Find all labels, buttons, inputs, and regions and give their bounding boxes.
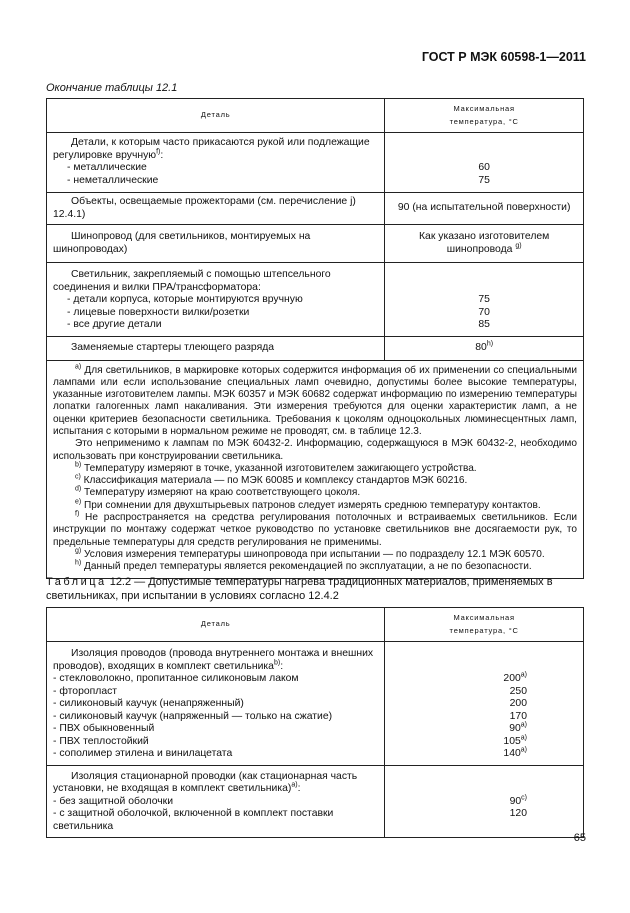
row-text: Заменяемые стартеры тлеющего разряда — [47, 336, 385, 360]
footnote: $^{f)}$ Не распространяется на средства регулирования потолочных и встраиваемых светильников. Если инструкции по монтажу содержат четкое руководство по установке светильников вне досягаемости рук, то предельные температуры для средств регулирования не применимы. — [53, 510, 577, 548]
value: 200$^{a)}$ — [503, 671, 527, 684]
column-header-temperature — [385, 608, 584, 642]
value: 140$^{a)}$ — [503, 746, 527, 759]
value: 80$^{h)}$ — [385, 336, 584, 360]
table-caption: Таблица 12.2 — Допустимые температуры нагрева традиционных материалов, применяемых в светильниках, при испытании в условиях согласно 12.4.2 — [46, 576, 553, 602]
value: 60 — [478, 162, 490, 173]
column-header-line: Максимальная — [453, 613, 515, 622]
footnote: $^{c)}$ Классификация материала — по МЭК 60085 и комплексу стандартов МЭК 60216. — [75, 473, 468, 487]
column-header-line: температура, °С — [449, 116, 519, 126]
table-row — [47, 225, 584, 263]
table-row — [47, 133, 584, 193]
footnote: $^{g)}$ Условия измерения температуры шинопровода при испытании — по подразделу 12.1 МЭК 60570. — [75, 547, 545, 560]
list-item: - фторопласт — [53, 685, 118, 697]
list-item: - силиконовый каучук (напряженный — только на сжатие) — [53, 710, 333, 722]
column-header-line: Максимальная — [453, 104, 515, 113]
list-item: - неметаллические — [67, 174, 159, 186]
column-header-temperature — [385, 99, 584, 133]
table-notes — [47, 360, 584, 578]
list-item: - металлические — [67, 162, 147, 173]
list-item: - силиконовый каучук (ненапряженный) — [53, 698, 244, 709]
value: 90 (на испытательной поверхности) — [385, 193, 584, 225]
table-row — [47, 263, 584, 337]
footnote: $^{b)}$ Температуру измеряют в точке, указанной изготовителем зажигающего устройства. — [75, 461, 477, 474]
list-item: - все другие детали — [67, 319, 162, 330]
page-number: 65 — [573, 832, 586, 844]
list-item: - стекловолокно, пропитанное силиконовым лаком — [53, 673, 299, 684]
table-row — [47, 336, 584, 360]
document-header: ГОСТ Р МЭК 60598-1—2011 — [421, 50, 586, 64]
value: 120 — [509, 808, 527, 819]
column-header-part: Деталь — [47, 608, 385, 642]
table-12-1-end — [46, 98, 584, 579]
row-text: Объекты, освещаемые прожекторами (см. перечисление j) 12.4.1) — [47, 193, 385, 225]
list-item: - лицевые поверхности вилки/розетки — [67, 306, 250, 318]
value: 90$^{a)}$ — [509, 721, 527, 734]
column-header-line: температура, °С — [449, 625, 519, 635]
footnote: $^{a)}$ Для светильников, в маркировке которых содержится информация об их применении со специальными лампами или если использование специальных ламп очевидно, допустимы более высокие температуры, указанные изготовителем лампы. МЭК 60357 и МЭК 60682 содержат информацию по измерению температуры лопатки галогенных ламп накаливания. Эти измерения требуются для оценки характеристик ламп, а не оценки критериев безопасности светильника. Требования к цоколям одноцокольных люминесцентных ламп, испытания с которыми в нормальном режиме не проводят, см. в таблице 12.3. — [53, 363, 577, 437]
value: 75 — [478, 174, 490, 186]
table-caption: Окончание таблицы 12.1 — [46, 82, 178, 94]
value: 90$^{c)}$ — [509, 794, 527, 807]
column-header-part: Деталь — [47, 99, 385, 133]
value: 85 — [478, 319, 490, 330]
row-text: Изоляция стационарной проводки (как стационарная часть установки, не входящая в комплект светильника)$^{a)}$: — [53, 770, 358, 794]
footnote: $^{d)}$ Температуру измеряют на краю соответствующего цоколя. — [75, 486, 361, 499]
list-item: - детали корпуса, которые монтируются вручную — [67, 294, 303, 305]
footnote: $^{e)}$ При сомнении для двухштырьевых патронов следует измерять среднюю температуру контактов. — [75, 498, 541, 511]
list-item: - без защитной оболочки — [53, 795, 174, 807]
list-item: - ПВХ теплостойкий — [53, 735, 149, 747]
value: 170 — [509, 710, 527, 722]
value: Как указано изготовителем шинопровода $^{g)}$ — [385, 225, 584, 263]
value: 250 — [509, 685, 527, 697]
row-text: Шинопровод (для светильников, монтируемых на шинопроводах) — [47, 225, 385, 263]
value: 75 — [478, 294, 490, 305]
footnote: $^{h)}$ Данный предел температуры является рекомендацией по эксплуатации, а не по безопасности. — [75, 559, 532, 573]
row-text: Детали, к которым часто прикасаются рукой или подлежащие регулировке вручную$^{f)}$: — [53, 137, 370, 161]
value: 70 — [478, 306, 490, 318]
table-row — [47, 642, 584, 766]
value: 200 — [509, 698, 527, 709]
table-12-2 — [46, 607, 584, 838]
row-text: Светильник, закрепляемый с помощью штепсельного соединения и вилки ПРА/трансформатора: — [53, 269, 331, 293]
table-row — [47, 765, 584, 838]
footnote: Это неприменимо к лампам по МЭК 60432-2. Информацию, содержащуюся в МЭК 60432-2, необходимо использовать при конструировании светильника. — [53, 438, 577, 462]
list-item: - ПВХ обыкновенный — [53, 723, 155, 734]
list-item: - с защитной оболочкой, включенной в комплект поставки светильника — [53, 808, 334, 832]
row-text: Изоляция проводов (провода внутреннего монтажа и внешних проводов), входящих в комплект светильника$^{b)}$: — [53, 648, 374, 672]
value: 105$^{a)}$ — [503, 734, 527, 747]
table-row — [47, 193, 584, 225]
list-item: - сополимер этилена и винилацетата — [53, 748, 233, 759]
